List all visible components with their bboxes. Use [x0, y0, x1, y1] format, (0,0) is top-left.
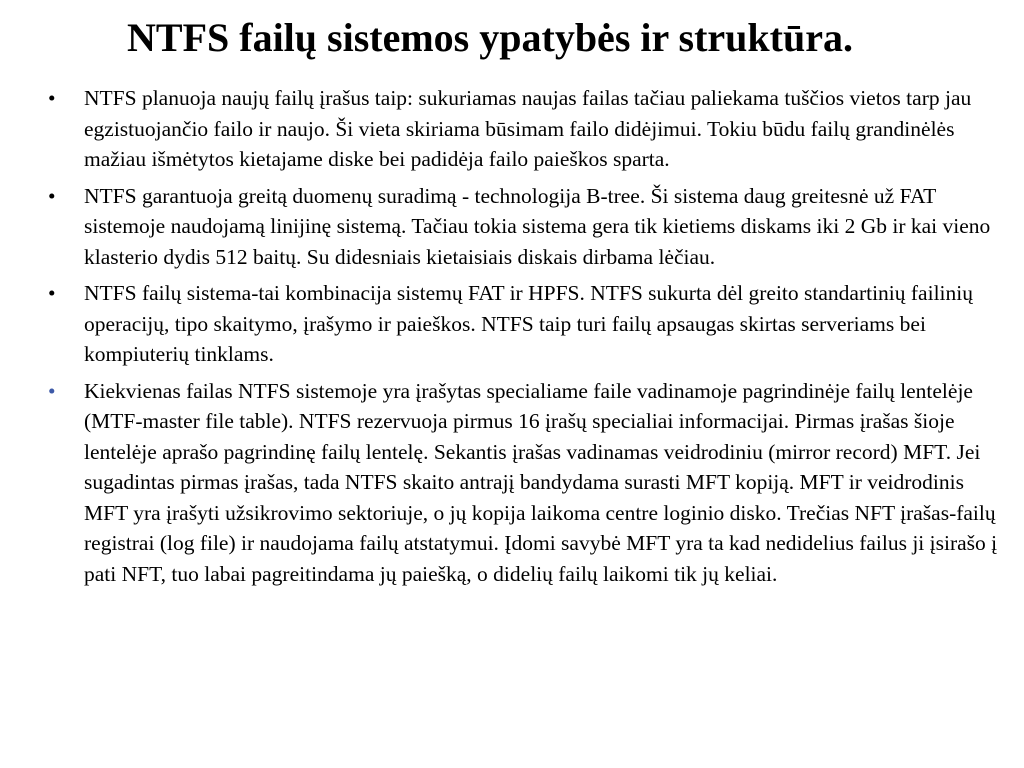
bullet-item	[48, 181, 998, 273]
bullet-dot-icon: •	[48, 378, 56, 403]
bullet-text: NTFS garantuoja greitą duomenų suradimą - technologija B-tree. Ši sistema daug greitesnė už FAT sistemoje naudojamą linijinę sistemą. Tačiau tokia sistema gera tik kietiems diskams iki 2 Gb ir kai vieno klasterio dydis 512 baitų. Su didesniais kietaisiais diskais dirbama lėčiau.	[84, 183, 991, 269]
bullet-dot-icon: •	[48, 86, 56, 110]
bullet-item	[48, 278, 998, 370]
bullet-text: NTFS failų sistema-tai kombinacija sistemų FAT ir HPFS. NTFS sukurta dėl greito standartinių failinių operacijų, tipo skaitymo, įrašymo ir paieškos. NTFS taip turi failų apsaugas skirtas serveriams bei kompiuterių tinklams.	[84, 281, 973, 366]
bullet-list	[48, 83, 998, 595]
bullet-item	[48, 83, 998, 175]
bullet-item	[48, 376, 998, 590]
bullet-text: Kiekvienas failas NTFS sistemoje yra įrašytas specialiame faile vadinamoje pagrindinėje failų lentelėje (MTF-master file table). NTFS rezervuoja pirmus 16 įrašų specialiai informacijai. Pirmas įrašas šioje lentelėje aprašo pagrindinę failų lentelę. Sekantis įrašas vadinamas veidrodiniu (mirror record) MFT. Jei sugadintas pirmas įrašas, tada NTFS skaito antrajį bandydama surasti MFT kopiją. MFT ir veidrodinis MFT yra įrašyti užsikrovimo sektoriuje, o jų kopija laikoma centre loginio disko. Trečias NFT įrašas-failų registrai (log file) ir naudojama failų atstatymui. Įdomi savybė MFT yra ta kad nedidelius failus ji įsirašo į pati NFT, tuo labai pagreitindama jų paiešką, o didelių failų laikomi tik jų keliai.	[84, 378, 998, 586]
bullet-text: NTFS planuoja naujų failų įrašus taip: sukuriamas naujas failas tačiau paliekama tuščios vietos tarp jau egzistuojančio failo ir naujo. Ši vieta skiriama būsimam failo didėjimui. Tokiu būdu failų grandinėlės mažiau išmėtytos kietajame diske bei padidėja failo paieškos sparta.	[84, 86, 972, 171]
slide-title: NTFS failų sistemos ypatybės ir struktūra.	[127, 15, 853, 60]
bullet-dot-icon: •	[48, 281, 56, 305]
bullet-dot-icon: •	[48, 183, 56, 208]
